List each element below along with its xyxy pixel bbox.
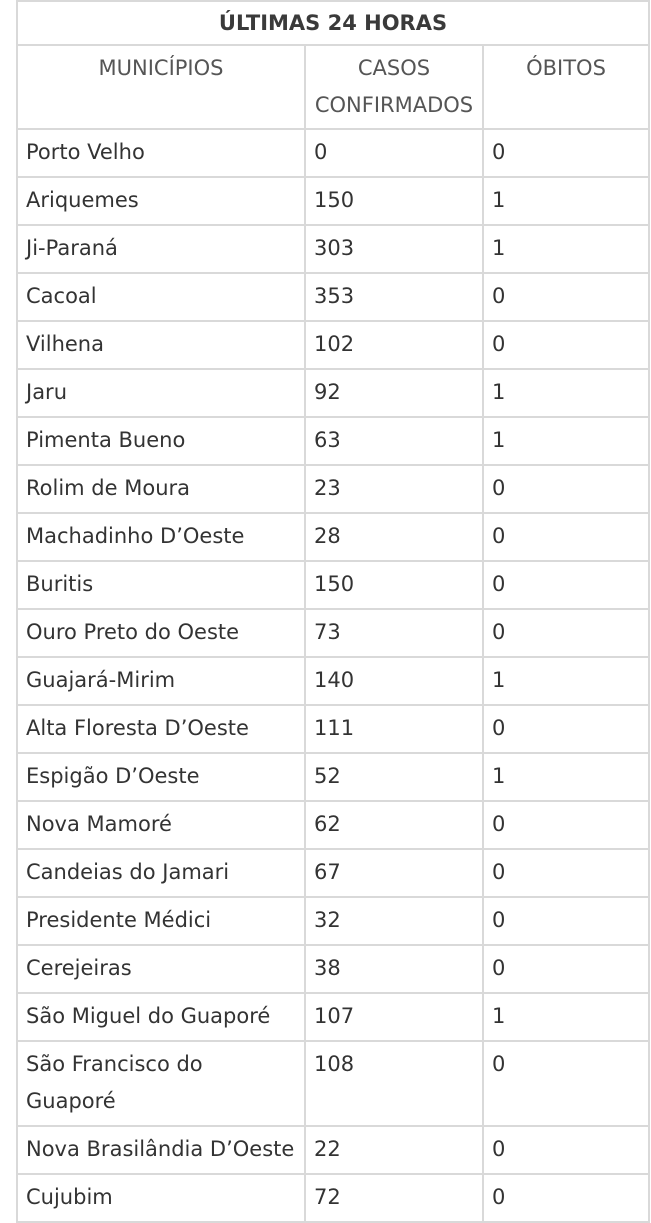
cell-municipio: Rolim de Moura xyxy=(17,465,305,513)
cell-obitos: 1 xyxy=(483,993,649,1041)
table-title: ÚLTIMAS 24 HORAS xyxy=(17,1,649,45)
cell-municipio: Buritis xyxy=(17,561,305,609)
table-row xyxy=(17,417,649,465)
table-row xyxy=(17,369,649,417)
cell-obitos: 0 xyxy=(483,273,649,321)
cell-obitos: 0 xyxy=(483,801,649,849)
cell-municipio: Porto Velho xyxy=(17,129,305,177)
table-row xyxy=(17,753,649,801)
cell-obitos: 1 xyxy=(483,417,649,465)
table-row xyxy=(17,993,649,1041)
cell-municipio: Jaru xyxy=(17,369,305,417)
cell-municipio: Espigão D’Oeste xyxy=(17,753,305,801)
cell-casos: 102 xyxy=(305,321,483,369)
cell-municipio: Ouro Preto do Oeste xyxy=(17,609,305,657)
covid-cases-table xyxy=(16,0,650,1223)
cell-obitos: 0 xyxy=(483,561,649,609)
table-row xyxy=(17,177,649,225)
table-row xyxy=(17,705,649,753)
cell-casos: 32 xyxy=(305,897,483,945)
cell-obitos: 0 xyxy=(483,1174,649,1222)
cell-casos: 0 xyxy=(305,129,483,177)
table-title-row xyxy=(17,1,649,45)
cell-casos: 52 xyxy=(305,753,483,801)
cell-obitos: 0 xyxy=(483,849,649,897)
cell-obitos: 0 xyxy=(483,465,649,513)
cell-municipio: Presidente Médici xyxy=(17,897,305,945)
table-row xyxy=(17,561,649,609)
table-row xyxy=(17,129,649,177)
table-row xyxy=(17,801,649,849)
cell-municipio: Candeias do Jamari xyxy=(17,849,305,897)
cell-obitos: 0 xyxy=(483,129,649,177)
table-row xyxy=(17,225,649,273)
cell-casos: 22 xyxy=(305,1126,483,1174)
cell-municipio: Pimenta Bueno xyxy=(17,417,305,465)
cell-obitos: 0 xyxy=(483,1126,649,1174)
table-row xyxy=(17,849,649,897)
header-municipios: MUNICÍPIOS xyxy=(17,45,305,129)
cell-casos: 63 xyxy=(305,417,483,465)
cell-casos: 150 xyxy=(305,561,483,609)
header-casos-confirmados: CASOS CONFIRMADOS xyxy=(305,45,483,129)
table-row xyxy=(17,1174,649,1222)
table-row xyxy=(17,609,649,657)
cell-casos: 67 xyxy=(305,849,483,897)
cell-municipio: Cerejeiras xyxy=(17,945,305,993)
cell-obitos: 0 xyxy=(483,513,649,561)
cell-municipio: São Francisco do Guaporé xyxy=(17,1041,305,1126)
cell-municipio: Guajará-Mirim xyxy=(17,657,305,705)
cell-casos: 73 xyxy=(305,609,483,657)
cell-casos: 92 xyxy=(305,369,483,417)
cell-casos: 150 xyxy=(305,177,483,225)
cell-municipio: Alta Floresta D’Oeste xyxy=(17,705,305,753)
cell-obitos: 1 xyxy=(483,177,649,225)
cell-obitos: 1 xyxy=(483,369,649,417)
table-row xyxy=(17,945,649,993)
cell-casos: 140 xyxy=(305,657,483,705)
table-row xyxy=(17,1126,649,1174)
cell-obitos: 1 xyxy=(483,225,649,273)
cell-obitos: 0 xyxy=(483,609,649,657)
cell-casos: 303 xyxy=(305,225,483,273)
cell-obitos: 0 xyxy=(483,945,649,993)
table-row xyxy=(17,1041,649,1126)
cell-casos: 62 xyxy=(305,801,483,849)
cell-municipio: Machadinho D’Oeste xyxy=(17,513,305,561)
table-row xyxy=(17,657,649,705)
table-row xyxy=(17,513,649,561)
covid-table-container xyxy=(16,0,648,1223)
table-row xyxy=(17,897,649,945)
cell-municipio: Nova Brasilândia D’Oeste xyxy=(17,1126,305,1174)
cell-casos: 38 xyxy=(305,945,483,993)
table-row xyxy=(17,321,649,369)
cell-obitos: 0 xyxy=(483,897,649,945)
cell-casos: 108 xyxy=(305,1041,483,1126)
cell-obitos: 1 xyxy=(483,753,649,801)
cell-obitos: 0 xyxy=(483,321,649,369)
cell-casos: 353 xyxy=(305,273,483,321)
cell-municipio: São Miguel do Guaporé xyxy=(17,993,305,1041)
cell-municipio: Vilhena xyxy=(17,321,305,369)
cell-municipio: Ji-Paraná xyxy=(17,225,305,273)
table-body xyxy=(17,129,649,1222)
cell-municipio: Ariquemes xyxy=(17,177,305,225)
cell-municipio: Cacoal xyxy=(17,273,305,321)
cell-obitos: 1 xyxy=(483,657,649,705)
cell-obitos: 0 xyxy=(483,1041,649,1126)
table-row xyxy=(17,465,649,513)
cell-casos: 28 xyxy=(305,513,483,561)
table-header-row xyxy=(17,45,649,129)
cell-municipio: Cujubim xyxy=(17,1174,305,1222)
cell-casos: 72 xyxy=(305,1174,483,1222)
cell-casos: 111 xyxy=(305,705,483,753)
table-row xyxy=(17,273,649,321)
cell-casos: 23 xyxy=(305,465,483,513)
cell-casos: 107 xyxy=(305,993,483,1041)
cell-municipio: Nova Mamoré xyxy=(17,801,305,849)
header-obitos: ÓBITOS xyxy=(483,45,649,129)
cell-obitos: 0 xyxy=(483,705,649,753)
